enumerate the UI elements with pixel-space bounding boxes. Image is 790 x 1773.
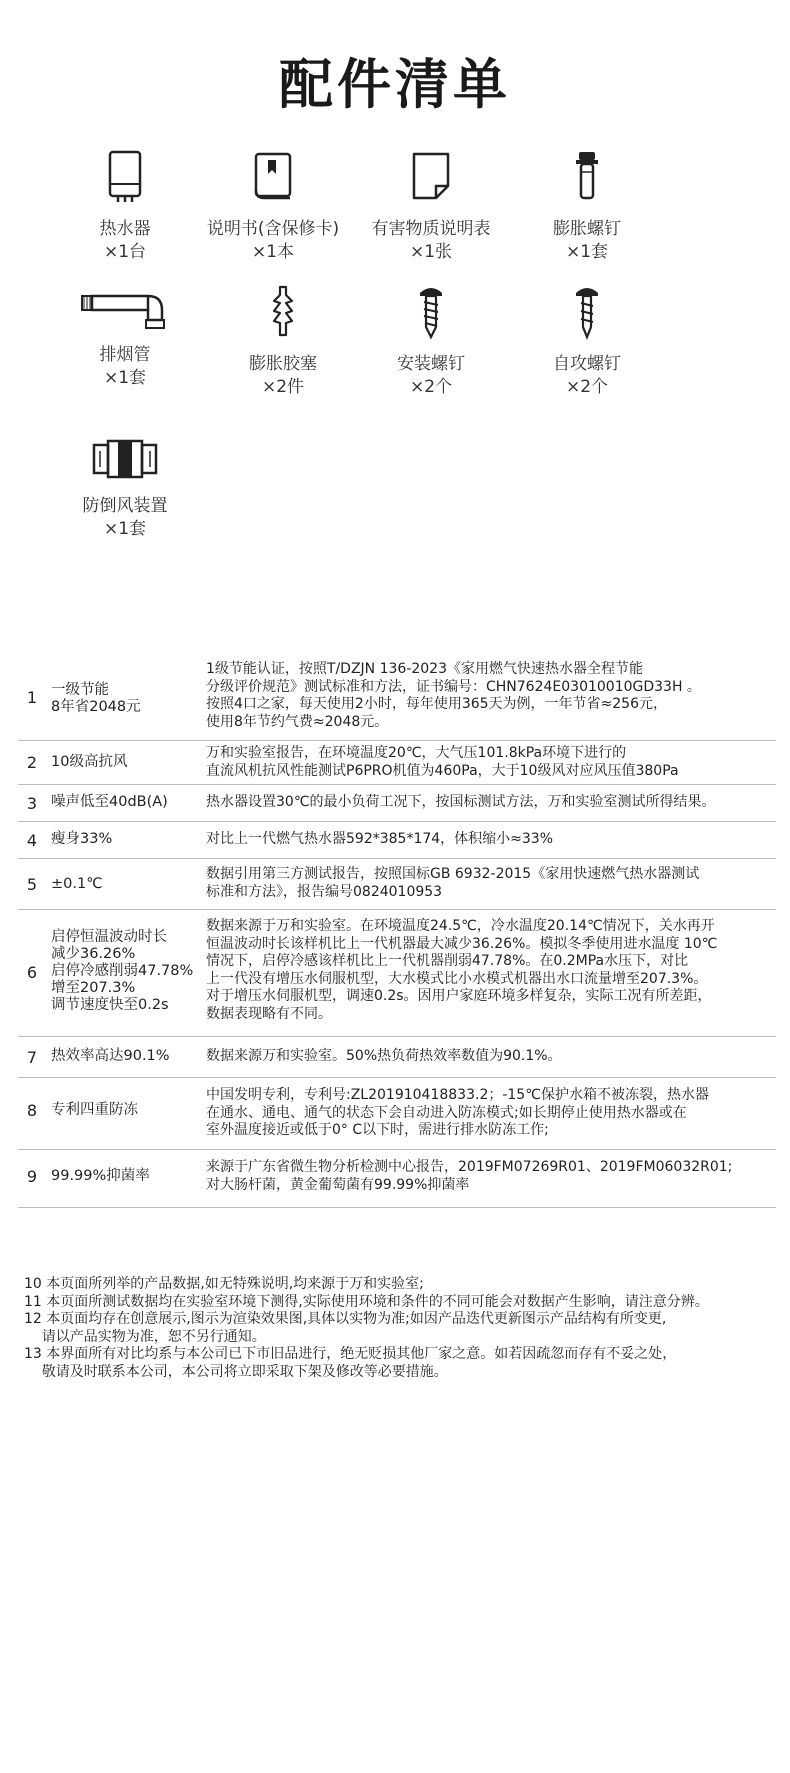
- expansion-bolt-icon: [562, 150, 612, 206]
- accessory-name: 膨胀胶塞: [249, 354, 317, 374]
- description-line: 对比上一代燃气热水器592*385*174，体积缩小≈33%: [206, 831, 554, 847]
- accessory-qty: ×1套: [565, 242, 609, 262]
- feature-line: 99.99%抑菌率: [51, 1168, 150, 1184]
- document-sheet-icon: [406, 150, 456, 206]
- description-line: 对大肠杆菌，黄金葡萄菌有99.99%抑菌率: [206, 1176, 470, 1193]
- feature-line: 噪声低至40dB(A): [51, 794, 168, 810]
- row-number: 5: [26, 875, 38, 894]
- description-line: 数据来源于万和实验室。在环境温度24.5℃，冷水温度20.14℃情况下，关水再开: [206, 918, 715, 934]
- description-line: 热水器设置30℃的最小负荷工况下，按国标测试方法，万和实验室测试所得结果。: [206, 794, 716, 810]
- accessory-qty: ×1套: [103, 368, 147, 388]
- feature-line: 一级节能: [51, 682, 109, 698]
- description-line: 数据表现略有不同。: [206, 1005, 332, 1022]
- accessory-item: [341, 285, 521, 399]
- wall-plug-icon: [258, 285, 308, 341]
- table-row: [18, 909, 776, 1037]
- description-cell: [206, 866, 778, 901]
- accessory-qty: ×1套: [103, 519, 147, 539]
- feature-cell: [51, 754, 211, 771]
- description-cell: [206, 661, 778, 731]
- description-line: 恒温波动时长该样机比上一代机器最大减少36.26%。模拟冬季使用进水温度 10℃: [206, 935, 718, 952]
- accessory-item: [183, 150, 363, 264]
- table-row: [18, 1077, 776, 1150]
- install-screw-icon: [406, 285, 456, 341]
- description-line: 标准和方法》，报告编号0824010953: [206, 883, 443, 900]
- accessory-name: 自攻螺钉: [553, 354, 621, 374]
- description-cell: [206, 745, 778, 780]
- table-row: [18, 1036, 776, 1078]
- description-line: 1级节能认证，按照T/DZJN 136-2023《家用燃气快速热水器全程节能: [206, 661, 643, 677]
- feature-cell: [51, 876, 211, 893]
- description-line: 使用8年节约气费≈2048元。: [206, 713, 389, 730]
- manual-book-icon: [248, 150, 298, 206]
- anti-backdraft-icon: [90, 437, 160, 483]
- footnote-line: 请以产品实物为准，恕不另行通知。: [24, 1328, 266, 1345]
- feature-cell: [51, 682, 211, 716]
- row-number: 6: [26, 963, 38, 982]
- feature-line: 8年省2048元: [51, 699, 141, 715]
- table-row: [18, 821, 776, 859]
- description-cell: [206, 831, 778, 849]
- description-cell: [206, 1159, 778, 1194]
- accessory-qty: ×2个: [565, 377, 609, 397]
- feature-line: 热效率高达90.1%: [51, 1048, 170, 1064]
- feature-cell: [51, 1102, 211, 1119]
- accessory-qty: ×1张: [409, 242, 453, 262]
- footnote-line: 13 本界面所有对比均系与本公司已下市旧品进行，绝无贬损其他厂家之意。如若因疏忽而存有不妥之处，: [24, 1346, 677, 1362]
- description-line: 在通水、通电、通气的状态下会自动进入防冻模式;如长期停止使用热水器或在: [206, 1104, 687, 1121]
- exhaust-pipe-icon: [80, 290, 170, 332]
- accessory-name: 热水器: [99, 219, 151, 239]
- accessory-qty: ×1本: [251, 242, 295, 262]
- feature-line: 调节速度快至0.2s: [51, 997, 169, 1013]
- table-row: [18, 784, 776, 822]
- accessory-item: [497, 285, 677, 399]
- accessory-item: [35, 437, 215, 541]
- feature-line: ±0.1℃: [51, 876, 103, 892]
- feature-cell: [51, 1048, 211, 1065]
- description-line: 按照4口之家，每天使用2小时，每年使用365天为例，一年节省≈256元，: [206, 696, 667, 712]
- accessory-item: [497, 150, 677, 264]
- table-row: [18, 1149, 776, 1208]
- row-number: 1: [26, 688, 38, 707]
- description-line: 来源于广东省微生物分析检测中心报告，2019FM07269R01、2019FM06032R01;: [206, 1159, 733, 1175]
- description-cell: [206, 1087, 778, 1140]
- description-line: 直流风机抗风性能测试P6PRO机值为460Pa，大于10级风对应风压值380Pa: [206, 762, 679, 779]
- description-cell: [206, 1048, 778, 1066]
- table-row: [18, 655, 776, 741]
- feature-line: 增至207.3%: [51, 980, 136, 996]
- description-line: 数据引用第三方测试报告，按照国标GB 6932-2015《家用快速燃气热水器测试: [206, 866, 700, 882]
- accessory-name: 膨胀螺钉: [553, 219, 621, 239]
- feature-line: 启停恒温波动时长: [51, 929, 167, 945]
- footnote-line: 10 本页面所列举的产品数据,如无特殊说明,均来源于万和实验室;: [24, 1276, 424, 1292]
- row-number: 7: [26, 1048, 38, 1067]
- description-line: 上一代没有增压水伺服机型，大水模式比小水模式机器出水口流量增至207.3%。: [206, 970, 708, 987]
- row-number: 8: [26, 1101, 38, 1120]
- feature-cell: [51, 929, 211, 1014]
- feature-line: 启停冷感削弱47.78%: [51, 963, 194, 979]
- description-line: 室外温度接近或低于0° C以下时，需进行排水防冻工作;: [206, 1122, 549, 1138]
- table-row: [18, 858, 776, 910]
- row-number: 4: [26, 831, 38, 850]
- feature-line: 减少36.26%: [51, 946, 136, 962]
- footnote-line: 11 本页面所测试数据均在实验室环境下测得,实际使用环境和条件的不同可能会对数据产生影响，请注意分辨。: [24, 1293, 709, 1310]
- row-number: 2: [26, 753, 38, 772]
- accessory-name: 排烟管: [99, 345, 151, 365]
- table-row: [18, 740, 776, 785]
- description-line: 对于增压水伺服机型，调速0.2s。因用户家庭环境多样复杂，实际工况有所差距，: [206, 988, 712, 1004]
- accessory-name: 安装螺钉: [397, 354, 465, 374]
- description-line: 数据来源万和实验室。50%热负荷热效率数值为90.1%。: [206, 1048, 562, 1064]
- description-line: 万和实验室报告，在环境温度20℃，大气压101.8kPa环境下进行的: [206, 745, 627, 761]
- accessory-item: [35, 290, 215, 390]
- page-title: 配件清单: [279, 53, 511, 116]
- accessory-qty: ×2个: [409, 377, 453, 397]
- tapping-screw-icon: [562, 285, 612, 341]
- accessory-item: [341, 150, 521, 264]
- feature-line: 10级高抗风: [51, 754, 128, 770]
- description-line: 中国发明专利，专利号:ZL201910418833.2；-15℃保护水箱不被冻裂，热水器: [206, 1087, 709, 1103]
- accessory-name: 有害物质说明表: [371, 219, 491, 239]
- description-line: 情况下，启停冷感该样机比上一代机器削弱47.78%。在0.2MPa水压下，对比: [206, 953, 689, 969]
- row-number: 9: [26, 1167, 38, 1186]
- accessory-name: 说明书(含保修卡): [206, 219, 340, 239]
- row-number: 3: [26, 794, 38, 813]
- feature-cell: [51, 794, 211, 811]
- footnote-line: 敬请及时联系本公司，本公司将立即采取下架及修改等必要措施。: [24, 1363, 448, 1380]
- water-heater-icon: [100, 150, 150, 206]
- accessory-name: 防倒风装置: [82, 496, 168, 516]
- accessory-qty: ×1台: [103, 242, 147, 262]
- accessory-qty: ×2件: [261, 377, 305, 397]
- feature-line: 瘦身33%: [51, 831, 113, 847]
- feature-cell: [51, 1168, 211, 1185]
- feature-line: 专利四重防冻: [51, 1102, 138, 1118]
- description-line: 分级评价规范》测试标准和方法，证书编号：CHN7624E03010010GD33H 。: [206, 678, 701, 695]
- footnote-line: 12 本页面均存在创意展示,图示为渲染效果图,具体以实物为准;如因产品迭代更新图示产品结构有所变更,: [24, 1311, 667, 1327]
- description-cell: [206, 918, 778, 1023]
- footnotes: [24, 1276, 784, 1381]
- description-cell: [206, 794, 778, 812]
- feature-cell: [51, 831, 211, 848]
